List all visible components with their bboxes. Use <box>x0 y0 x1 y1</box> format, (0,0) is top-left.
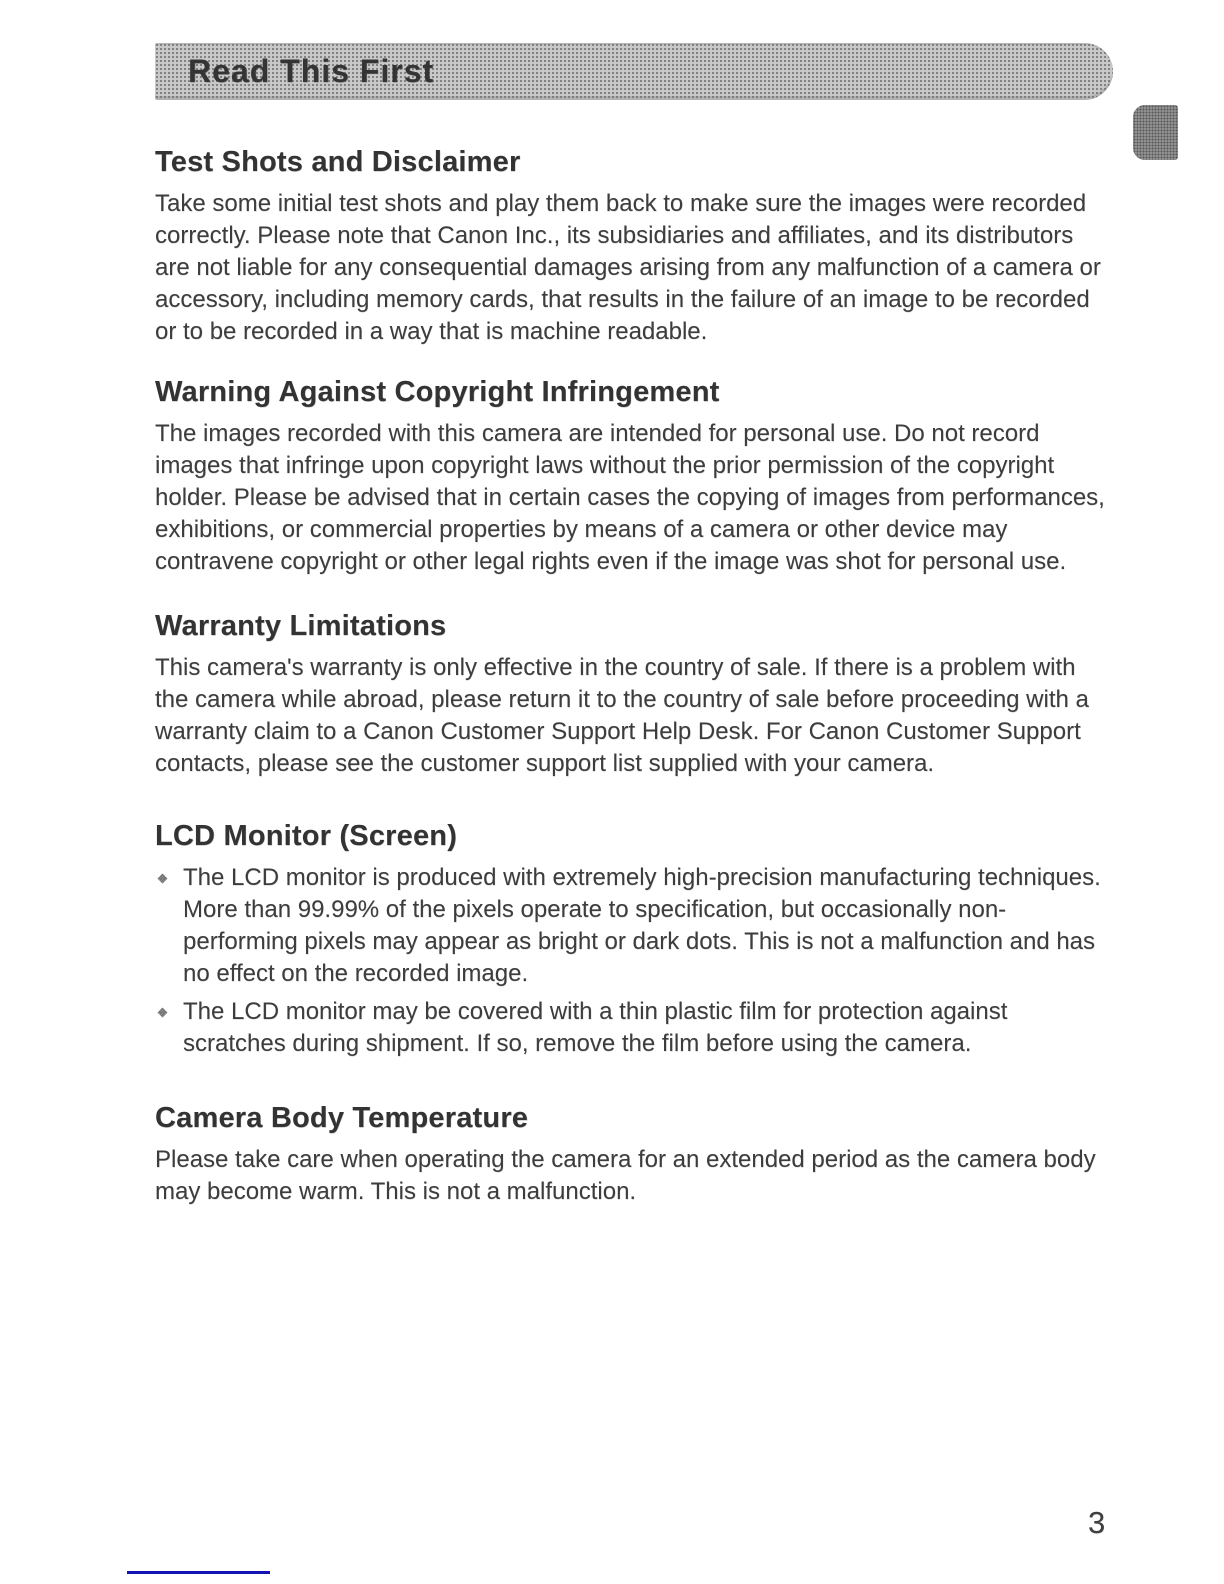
list-item <box>155 862 1107 990</box>
section-warranty-limitations <box>155 608 1107 780</box>
bullet-list <box>155 862 1107 1060</box>
bullet-text: The LCD monitor may be covered with a thin plastic film for protection against scratches during shipment. If so, remove the film before using the camera. <box>183 998 1008 1057</box>
section-heading: Warranty Limitations <box>155 610 447 642</box>
bullet-icon <box>158 874 168 884</box>
section-copyright-warning <box>155 374 1107 578</box>
section-body-text: Take some initial test shots and play them back to make sure the images were recorded correctly. Please note that Canon Inc., its subsidiaries and affiliates, and its distributors are not liable for any consequential damages arising from any malfunction of a camera or accessory, including memory cards, that results in the failure of an image to be recorded or to be recorded in a way that is machine readable. <box>155 190 1101 345</box>
bullet-icon <box>158 1008 168 1018</box>
page-title: Read This First <box>188 53 435 89</box>
page-content <box>155 100 1107 1208</box>
page-number: 3 <box>1088 1505 1106 1540</box>
list-item <box>155 996 1107 1060</box>
section-edge-tab <box>1133 105 1178 160</box>
section-lcd-monitor <box>155 818 1107 1060</box>
section-heading: Warning Against Copyright Infringement <box>155 376 720 408</box>
section-body-text: The images recorded with this camera are intended for personal use. Do not record images that infringe upon copyright laws without the prior permission of the copyright holder. Please be advised that in certain cases the copying of images from performances, exhibitions, or commercial properties by means of a camera or other device may contravene copyright or other legal rights even if the image was shot for personal use. <box>155 420 1105 575</box>
section-body-text: Please take care when operating the camera for an extended period as the camera body may become warm. This is not a malfunction. <box>155 1146 1096 1205</box>
header-banner <box>155 43 1113 100</box>
section-heading: LCD Monitor (Screen) <box>155 820 458 852</box>
section-body-text: This camera's warranty is only effective in the country of sale. If there is a problem with the camera while abroad, please return it to the country of sale before proceeding with a warranty claim to a Canon Customer Support Help Desk. For Canon Customer Support contacts, please see the customer support list supplied with your camera. <box>155 654 1089 777</box>
section-heading: Camera Body Temperature <box>155 1102 529 1134</box>
bullet-text: The LCD monitor is produced with extremely high-precision manufacturing techniques. More than 99.99% of the pixels operate to specification, but occasionally non-performing pixels may appear as bright or dark dots. This is not a malfunction and has no effect on the recorded image. <box>183 864 1101 987</box>
footer-accent-line <box>127 1571 270 1574</box>
section-test-shots <box>155 144 1107 348</box>
section-body-temperature <box>155 1100 1107 1208</box>
section-heading: Test Shots and Disclaimer <box>155 146 521 178</box>
